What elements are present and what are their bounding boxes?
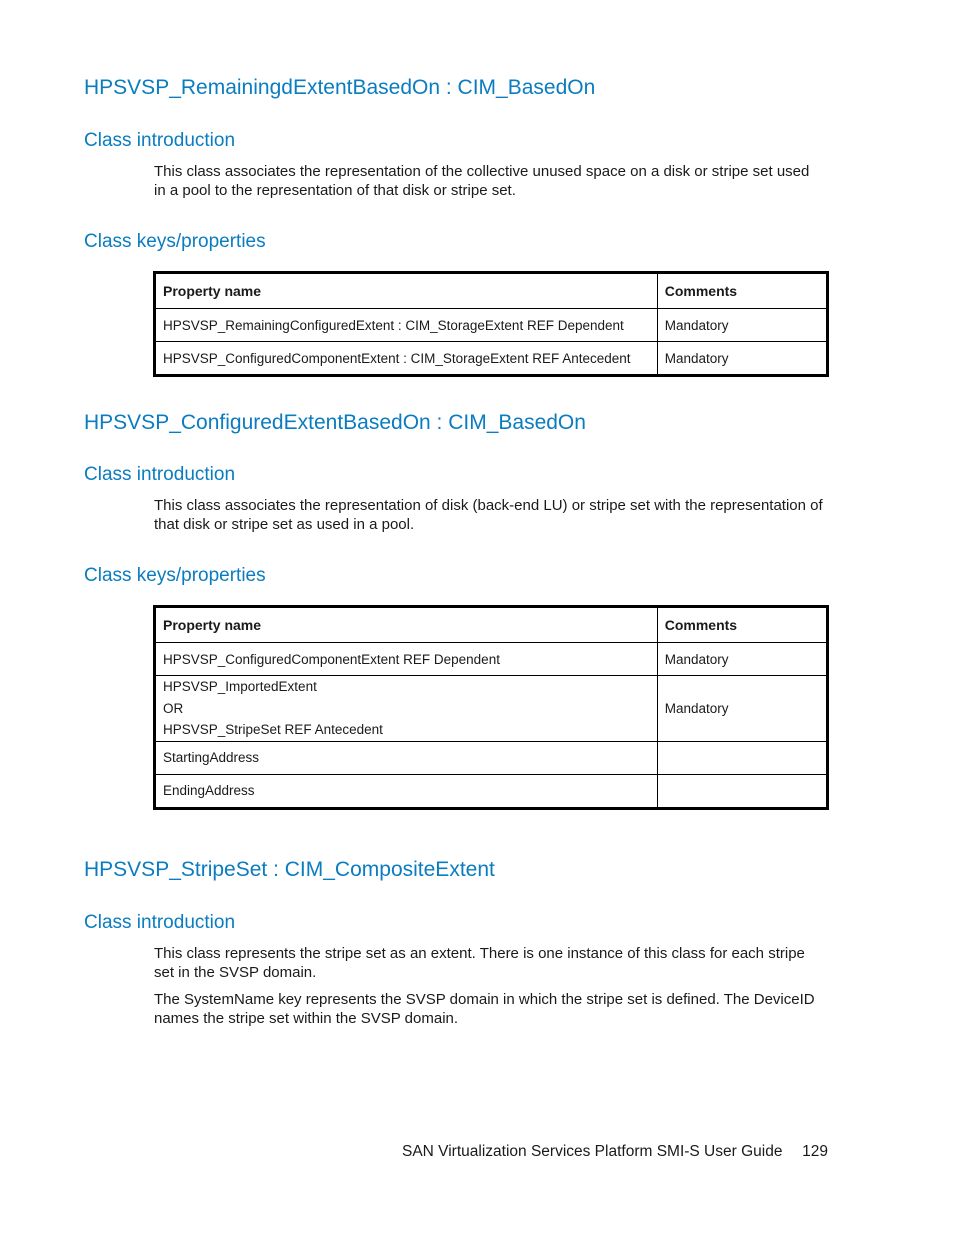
column-header-comments: Comments bbox=[657, 273, 827, 309]
class-intro-text: This class associates the representation of the collective unused space on a disk or stripe set used in a pool to the representation of that disk or stripe set. bbox=[154, 163, 810, 199]
page-number: 129 bbox=[802, 1143, 828, 1160]
class-intro-text: This class represents the stripe set as an extent. There is one instance of this class for each stripe set in the SVSP domain. bbox=[154, 945, 805, 981]
property-cell: EndingAddress bbox=[155, 774, 658, 808]
comment-cell bbox=[657, 774, 827, 808]
column-header-property: Property name bbox=[155, 273, 658, 309]
table-row bbox=[155, 774, 828, 808]
column-header-property: Property name bbox=[155, 607, 658, 643]
property-cell: StartingAddress bbox=[155, 741, 658, 774]
table-row bbox=[155, 342, 828, 376]
property-line: HPSVSP_ImportedExtent bbox=[163, 679, 317, 694]
class-keys-heading: Class keys/properties bbox=[84, 231, 266, 252]
class-keys-heading: Class keys/properties bbox=[84, 565, 266, 586]
class-intro-text: This class associates the representation of disk (back-end LU) or stripe set with the representation of that disk or stripe set as used in a pool. bbox=[154, 497, 823, 533]
class-intro-text: The SystemName key represents the SVSP domain in which the stripe set is defined. The DeviceID names the stripe set within the SVSP domain. bbox=[154, 991, 815, 1027]
table-header-row bbox=[155, 607, 828, 643]
comment-cell bbox=[657, 741, 827, 774]
section-title: HPSVSP_StripeSet : CIM_CompositeExtent bbox=[84, 858, 495, 881]
property-cell: HPSVSP_ConfiguredComponentExtent : CIM_StorageExtent REF Antecedent bbox=[155, 342, 658, 376]
table-row bbox=[155, 741, 828, 774]
table-row bbox=[155, 643, 828, 676]
property-cell: HPSVSP_ConfiguredComponentExtent REF Dependent bbox=[155, 643, 658, 676]
class-intro-heading: Class introduction bbox=[84, 912, 236, 933]
properties-table bbox=[153, 271, 829, 377]
table-row bbox=[155, 676, 828, 742]
property-cell: HPSVSP_RemainingConfiguredExtent : CIM_StorageExtent REF Dependent bbox=[155, 309, 658, 342]
page-footer bbox=[402, 1143, 830, 1161]
column-header-comments: Comments bbox=[657, 607, 827, 643]
table-row bbox=[155, 309, 828, 342]
property-line: OR bbox=[163, 700, 184, 716]
properties-table bbox=[153, 605, 829, 810]
comment-cell: Mandatory bbox=[657, 643, 827, 676]
comment-cell: Mandatory bbox=[657, 309, 827, 342]
property-line: HPSVSP_StripeSet REF Antecedent bbox=[163, 722, 383, 737]
guide-title: SAN Virtualization Services Platform SMI-S User Guide bbox=[402, 1143, 783, 1160]
table-header-row bbox=[155, 273, 828, 309]
section-title: HPSVSP_RemainingdExtentBasedOn : CIM_BasedOn bbox=[84, 76, 596, 99]
comment-cell: Mandatory bbox=[657, 676, 827, 742]
class-intro-heading: Class introduction bbox=[84, 130, 236, 151]
class-intro-heading: Class introduction bbox=[84, 464, 236, 485]
section-title: HPSVSP_ConfiguredExtentBasedOn : CIM_BasedOn bbox=[84, 411, 586, 434]
property-cell bbox=[155, 676, 658, 742]
comment-cell: Mandatory bbox=[657, 342, 827, 376]
